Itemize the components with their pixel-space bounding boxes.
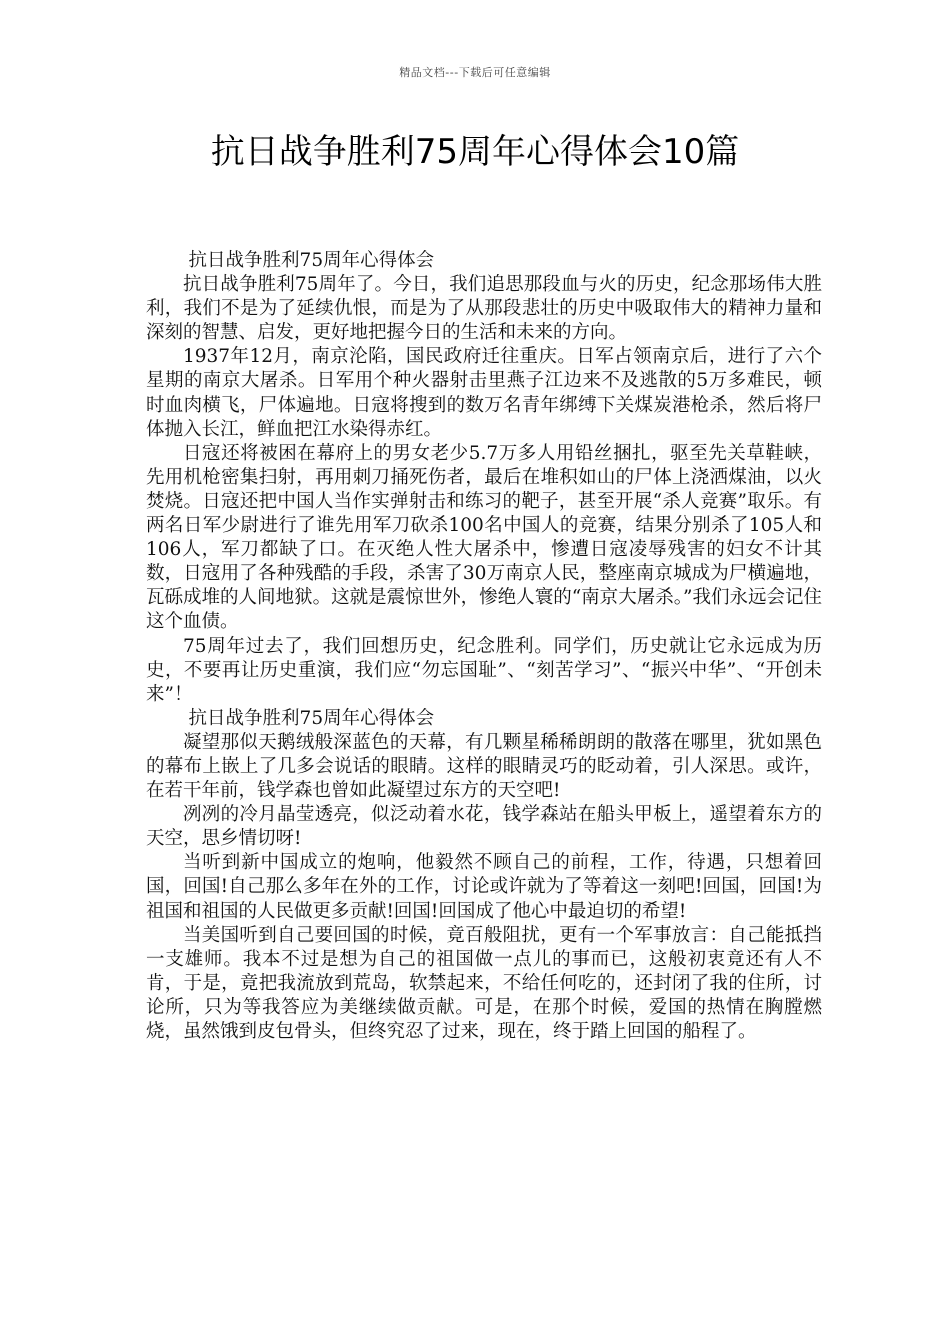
section-heading: 抗日战争胜利75周年心得体会 <box>188 707 435 729</box>
section-heading: 抗日战争胜利75周年心得体会 <box>188 250 435 271</box>
paragraph: 日寇还将被困在幕府上的男女老少5.7万多人用铅丝捆扎，驱至先关草鞋峡，先用机枪密集扫射，再用刺刀捅死伤者，最后在堆积如山的尸体上浇洒煤油，以火焚烧。日寇还把中国人当作实弹射击和练习的靶子，甚至开展“杀人竞赛”取乐。有两名日军少尉进行了谁先用军刀砍杀100名中国人的竞赛，结果分别杀了105人和106人，军刀都缺了口。在灭绝人性大屠杀中，惨遭日寇凌辱残害的妇女不计其数，日寇用了各种残酷的手段，杀害了30万南京人民，整座南京城成为尸横遍地，瓦砾成堆的人间地狱。这就是震惊世外，惨绝人寰的“南京大屠杀。”我们永远会记住这个血债。 <box>146 442 822 633</box>
document-body <box>146 249 822 1044</box>
paragraph: 1937年12月，南京沦陷，国民政府迁往重庆。日军占领南京后，进行了六个星期的南京大屠杀。日军用个种火器射击里燕子江边来不及逃散的5万多难民，顿时血肉横飞，尸体遍地。日寇将搜到的数万名青年绑缚下关煤炭港枪杀，然后将尸体抛入长江，鲜血把江水染得赤红。 <box>146 346 822 440</box>
paragraph: 75周年过去了，我们回想历史，纪念胜利。同学们，历史就让它永远成为历史，不要再让历史重演，我们应“勿忘国耻”、“刻苦学习”、“振兴中华”、“开创未来”！ <box>146 635 822 705</box>
document-title: 抗日战争胜利75周年心得体会10篇 <box>210 132 740 172</box>
paragraph: 当美国听到自己要回国的时候，竟百般阻扰，更有一个军事放言：自己能抵挡一支雄师。我本不过是想为自己的祖国做一点儿的事而已，这般初衷竟还有人不肯，于是，竟把我流放到荒岛，软禁起来，不给任何吃的，还封闭了我的住所，讨论所，只为等我答应为美继续做贡献。可是，在那个时候，爱国的热情在胸膛燃烧，虽然饿到皮包骨头，但终究忍了过来，现在，终于踏上回国的船程了。 <box>146 924 822 1042</box>
paragraph: 抗日战争胜利75周年了。今日，我们追思那段血与火的历史，纪念那场伟大胜利，我们不是为了延续仇恨，而是为了从那段悲壮的历史中吸取伟大的精神力量和深刻的智慧、启发，更好地把握今日的生活和未来的方向。 <box>146 274 822 344</box>
paragraph: 当听到新中国成立的炮响，他毅然不顾自己的前程，工作，待遇，只想着回国，回国!自己那么多年在外的工作，讨论或许就为了等着这一刻吧!回国，回国!为祖国和祖国的人民做更多贡献!回国!回国成了他心中最迫切的希望! <box>146 852 822 922</box>
header-note: 精品文档---下载后可任意编辑 <box>399 66 551 79</box>
paragraph: 冽冽的冷月晶莹透亮，似泛动着水花，钱学森站在船头甲板上，遥望着东方的天空，思乡情切呀! <box>146 804 822 850</box>
paragraph: 凝望那似天鹅绒般深蓝色的天幕，有几颗星稀稀朗朗的散落在哪里，犹如黑色的幕布上嵌上了几多会说话的眼睛。这样的眼睛灵巧的眨动着，引人深思。或许，在若干年前，钱学森也曾如此凝望过东方的天空吧! <box>146 731 822 802</box>
